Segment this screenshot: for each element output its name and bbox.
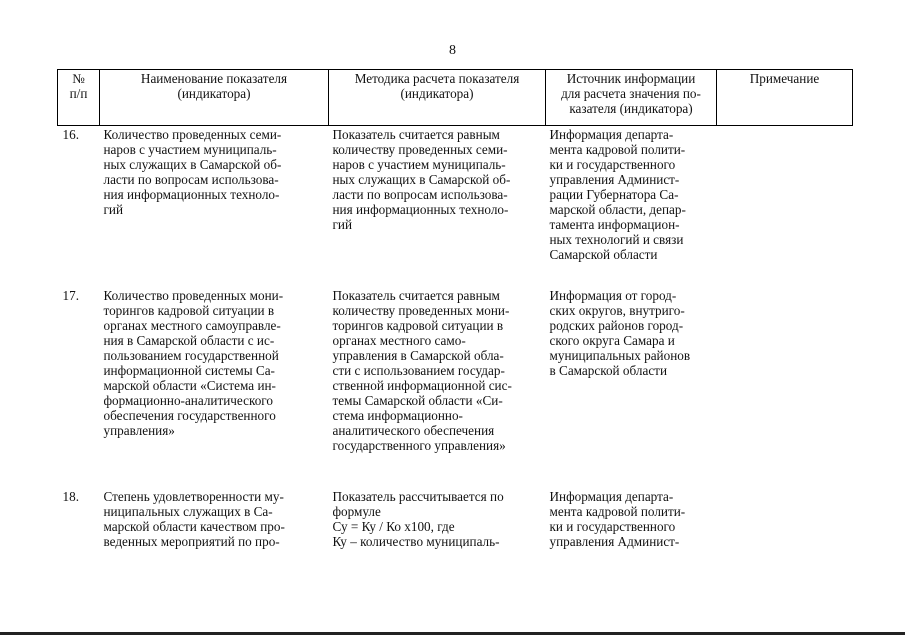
header-note: Примечание [717, 70, 853, 126]
row-number: 17. [62, 288, 79, 303]
calculation-method: Показатель считается равным количеству проведенных семи- наров с участием муниципаль- ных служащих в Самарской об- ласти по вопросам использова- ния информационных техноло- гий [332, 127, 511, 232]
table-row [58, 287, 853, 488]
table-row [58, 126, 853, 288]
calculation-method: Показатель рассчитывается по формуле Су = Ку / Ко х100, где Ку – количество муниципаль- [332, 489, 504, 549]
indicator-table [57, 69, 853, 549]
table-row [58, 488, 853, 549]
row-number: 18. [62, 489, 79, 504]
header-calculation-method: Методика расчета показателя (индикатора) [329, 70, 546, 126]
scan-edge-shadow [0, 632, 905, 635]
indicator-name: Степень удовлетворенности му- ниципальных служащих в Са- марской области качеством про- веденных мероприятий по про- [103, 489, 285, 549]
header-indicator-name: Наименование показателя (индикатора) [100, 70, 329, 126]
information-source: Информация от город- ских округов, внутриго- родских районов город- ского округа Самара и муниципальных районов в Самарской области [549, 288, 691, 378]
information-source: Информация департа- мента кадровой полити- ки и государственного управления Админист- [549, 489, 686, 549]
information-source: Информация департа- мента кадровой полити- ки и государственного управления Админист- рации Губернатора Са- марской области, депар- тамента информацион- ных технологий и связи Самарской области [549, 127, 686, 262]
table-header-row [58, 70, 853, 126]
indicator-name: Количество проведенных семи- наров с участием муниципаль- ных служащих в Самарской об- ласти по вопросам использова- ния информационных техноло- гий [103, 127, 282, 217]
header-information-source: Источник информации для расчета значения по- казателя (индикатора) [546, 70, 717, 126]
row-number: 16. [62, 127, 79, 142]
indicator-name: Количество проведенных мони- торингов кадровой ситуации в органах местного самоуправле- ния в Самарской области с ис- пользованием государственной информационной системы Са- марской области «Система ин- формационно-аналитического обеспечения государственного управления» [103, 288, 284, 438]
note [717, 488, 853, 549]
note [717, 287, 853, 488]
header-number: № п/п [58, 70, 100, 126]
page-number: 8 [449, 43, 456, 58]
calculation-method: Показатель считается равным количеству проведенных мони- торингов кадровой ситуации в органах местного само- управления в Самарской обла- сти с использованием государ- ственной информационной сис- темы Самарской области «Си- стема информационно- аналитического обеспечения государственного управления» [332, 288, 512, 453]
note [717, 126, 853, 288]
